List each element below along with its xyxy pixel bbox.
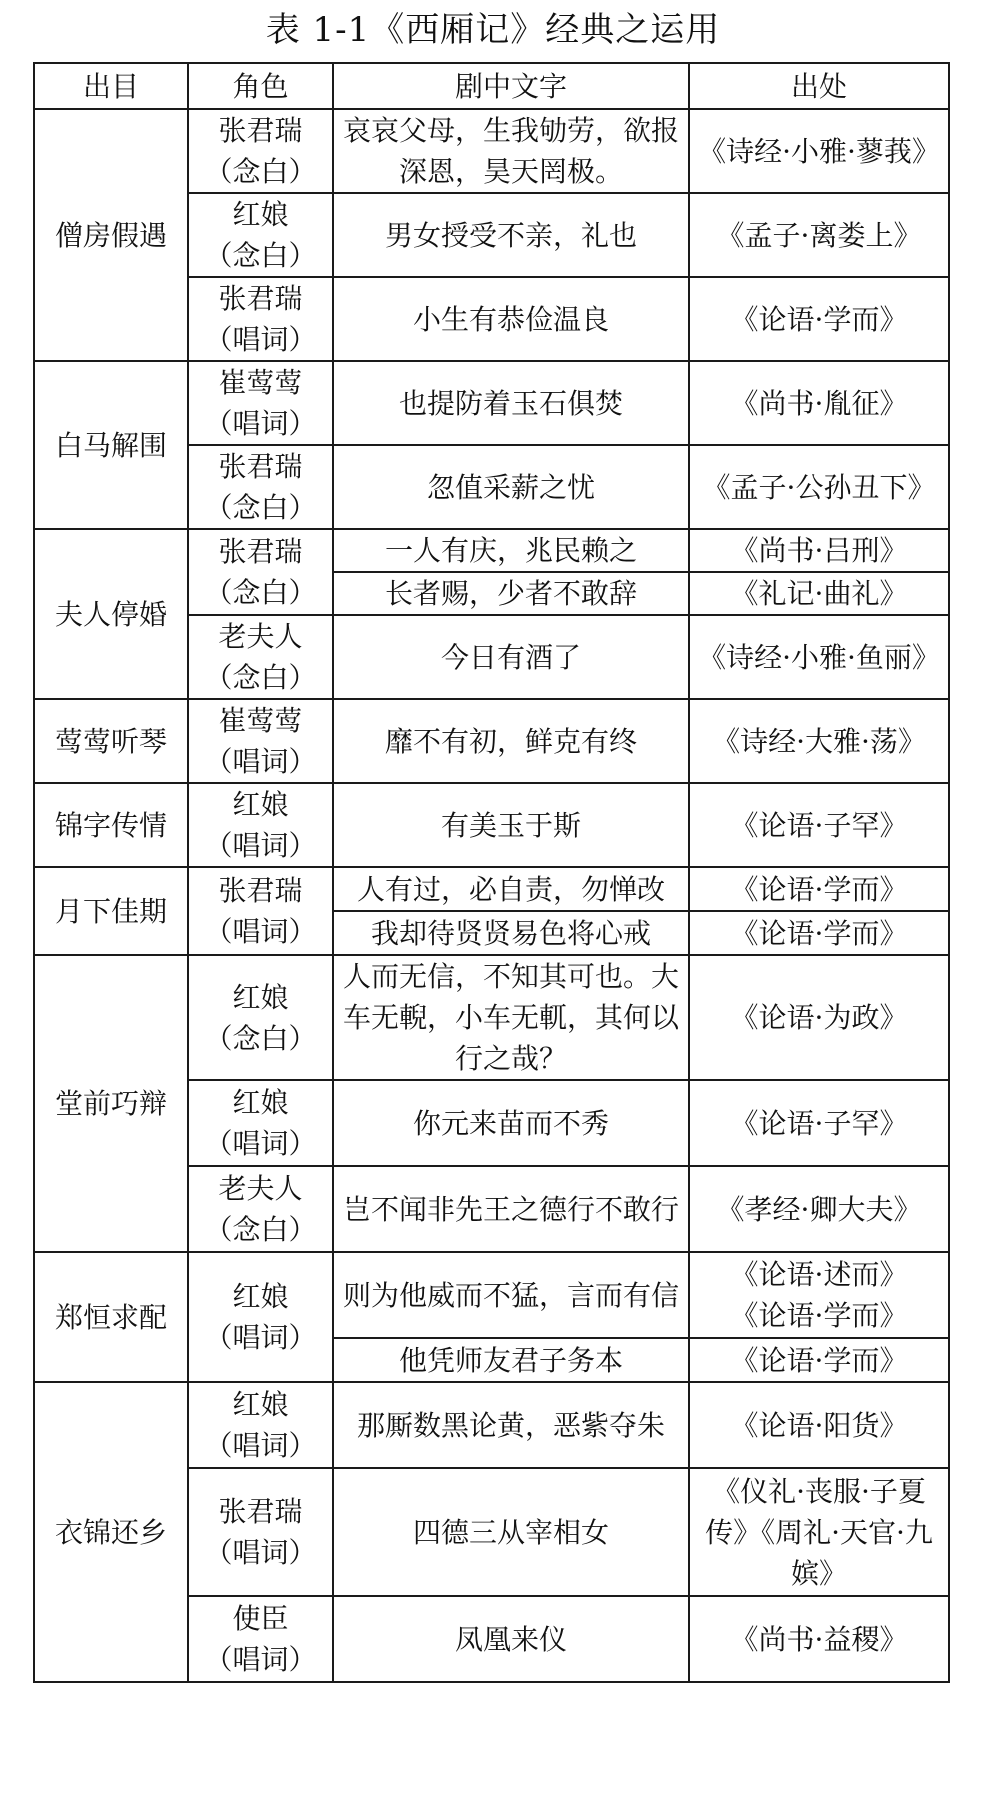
quote-cell: 长者赐，少者不敢辞: [333, 572, 689, 615]
quote-cell: 一人有庆，兆民赖之: [333, 529, 689, 572]
quote-cell: 人有过，必自责，勿惮改: [333, 867, 689, 911]
header-source: 出处: [689, 63, 949, 109]
quote-cell: 忽值采薪之忧: [333, 445, 689, 529]
role-name: 张君瑞: [218, 1495, 303, 1528]
role-mode: （唱词）: [204, 829, 317, 862]
table-row: [34, 1382, 949, 1468]
header-role: 角色: [188, 63, 333, 109]
quote-cell: 靡不有初，鲜克有终: [333, 699, 689, 783]
source-cell: 《论语·学而》: [689, 277, 949, 361]
role-mode: （唱词）: [204, 407, 317, 440]
table-row: [34, 783, 949, 867]
role-cell: [188, 1166, 333, 1252]
scene-cell: 月下佳期: [34, 867, 188, 955]
table-row: [34, 1252, 949, 1338]
role-name: 张君瑞: [218, 535, 303, 568]
source-cell: 《礼记·曲礼》: [689, 572, 949, 615]
quote-cell: 哀哀父母，生我劬劳，欲报深恩，昊天罔极。: [333, 109, 689, 193]
role-cell: [188, 109, 333, 193]
quote-cell: 则为他威而不猛，言而有信: [333, 1252, 689, 1338]
role-name: 张君瑞: [218, 282, 303, 315]
role-cell: [188, 445, 333, 529]
role-name: 张君瑞: [218, 114, 303, 147]
role-mode: （念白）: [204, 239, 317, 272]
role-mode: （唱词）: [204, 1429, 317, 1462]
role-name: 红娘: [232, 788, 289, 821]
role-cell: [188, 529, 333, 615]
role-name: 崔莺莺: [218, 366, 303, 399]
source-cell: 《论语·学而》: [689, 911, 949, 955]
role-name: 红娘: [232, 1280, 289, 1313]
quote-cell: 岂不闻非先王之德行不敢行: [333, 1166, 689, 1252]
scene-cell: 莺莺听琴: [34, 699, 188, 783]
role-mode: （唱词）: [204, 915, 317, 948]
quote-cell: 他凭师友君子务本: [333, 1338, 689, 1382]
header-scene: 出目: [34, 63, 188, 109]
scene-cell: 僧房假遇: [34, 109, 188, 361]
quote-cell: 你元来苗而不秀: [333, 1080, 689, 1166]
table-header-row: [34, 63, 949, 109]
quote-cell: 小生有恭俭温良: [333, 277, 689, 361]
role-cell: [188, 783, 333, 867]
quote-cell: 有美玉于斯: [333, 783, 689, 867]
scene-cell: 锦字传情: [34, 783, 188, 867]
role-cell: [188, 361, 333, 445]
role-cell: [188, 1596, 333, 1682]
role-cell: [188, 955, 333, 1080]
table-row: [34, 699, 949, 783]
header-text: 剧中文字: [333, 63, 689, 109]
quote-cell: 今日有酒了: [333, 615, 689, 699]
role-name: 崔莺莺: [218, 704, 303, 737]
role-cell: [188, 277, 333, 361]
source-cell: 《孟子·离娄上》: [689, 193, 949, 277]
source-cell: 《尚书·益稷》: [689, 1596, 949, 1682]
source-cell: 《诗经·大雅·荡》: [689, 699, 949, 783]
source-cell: 《仪礼·丧服·子夏传》《周礼·天官·九嫔》: [689, 1468, 949, 1596]
role-mode: （念白）: [204, 491, 317, 524]
table-row: [34, 529, 949, 572]
role-name: 红娘: [232, 1086, 289, 1119]
quote-cell: 人而无信，不知其可也。大车无輗，小车无軏，其何以行之哉？: [333, 955, 689, 1080]
role-mode: （唱词）: [204, 323, 317, 356]
role-cell: [188, 193, 333, 277]
source-cell: 《论语·学而》: [689, 867, 949, 911]
quote-cell: 我却待贤贤易色将心戒: [333, 911, 689, 955]
scene-cell: 衣锦还乡: [34, 1382, 188, 1682]
quote-cell: 四德三从宰相女: [333, 1468, 689, 1596]
table-title: 表 1-1《西厢记》经典之运用: [265, 10, 721, 50]
role-name: 红娘: [232, 198, 289, 231]
source-cell: 《论语·子罕》: [689, 1080, 949, 1166]
source-cell: 《孟子·公孙丑下》: [689, 445, 949, 529]
table-row: [34, 361, 949, 445]
quote-cell: 男女授受不亲，礼也: [333, 193, 689, 277]
role-name: 张君瑞: [218, 874, 303, 907]
role-name: 使臣: [232, 1602, 289, 1635]
role-mode: （唱词）: [204, 1127, 317, 1160]
role-mode: （念白）: [204, 576, 317, 609]
source-cell: 《尚书·胤征》: [689, 361, 949, 445]
scene-cell: 郑恒求配: [34, 1252, 188, 1382]
scene-cell: 白马解围: [34, 361, 188, 529]
source-cell: 《论语·为政》: [689, 955, 949, 1080]
role-cell: [188, 699, 333, 783]
role-mode: （唱词）: [204, 1321, 317, 1354]
scene-cell: 夫人停婚: [34, 529, 188, 699]
source-cell: 《论语·阳货》: [689, 1382, 949, 1468]
role-cell: [188, 867, 333, 955]
table-row: [34, 955, 949, 1080]
role-mode: （念白）: [204, 155, 317, 188]
role-cell: [188, 615, 333, 699]
role-cell: [188, 1468, 333, 1596]
role-mode: （唱词）: [204, 1536, 317, 1569]
role-name: 老夫人: [218, 620, 303, 653]
role-name: 红娘: [232, 980, 289, 1014]
source-cell: 《孝经·卿大夫》: [689, 1166, 949, 1252]
scene-cell: 堂前巧辩: [34, 955, 188, 1252]
table-row: [34, 867, 949, 911]
role-name: 张君瑞: [218, 450, 303, 483]
role-mode: （念白）: [204, 661, 317, 694]
role-name: 老夫人: [218, 1172, 303, 1205]
role-cell: [188, 1252, 333, 1382]
role-cell: [188, 1080, 333, 1166]
role-mode: （唱词）: [204, 745, 317, 778]
quote-cell: 凤凰来仪: [333, 1596, 689, 1682]
quote-cell: 也提防着玉石俱焚: [333, 361, 689, 445]
source-cell: 《诗经·小雅·蓼莪》: [689, 109, 949, 193]
quote-cell: 那厮数黑论黄，恶紫夺朱: [333, 1382, 689, 1468]
role-cell: [188, 1382, 333, 1468]
role-mode: （念白）: [204, 1021, 317, 1055]
source-cell: 《论语·学而》: [689, 1338, 949, 1382]
source-cell: 《诗经·小雅·鱼丽》: [689, 615, 949, 699]
source-cell: 《尚书·吕刑》: [689, 529, 949, 572]
table-row: [34, 109, 949, 193]
role-mode: （念白）: [204, 1213, 317, 1246]
citation-table: [33, 62, 950, 1683]
source-cell: 《论语·述而》 《论语·学而》: [689, 1252, 949, 1338]
role-mode: （唱词）: [204, 1643, 317, 1676]
source-cell: 《论语·子罕》: [689, 783, 949, 867]
role-name: 红娘: [232, 1388, 289, 1421]
